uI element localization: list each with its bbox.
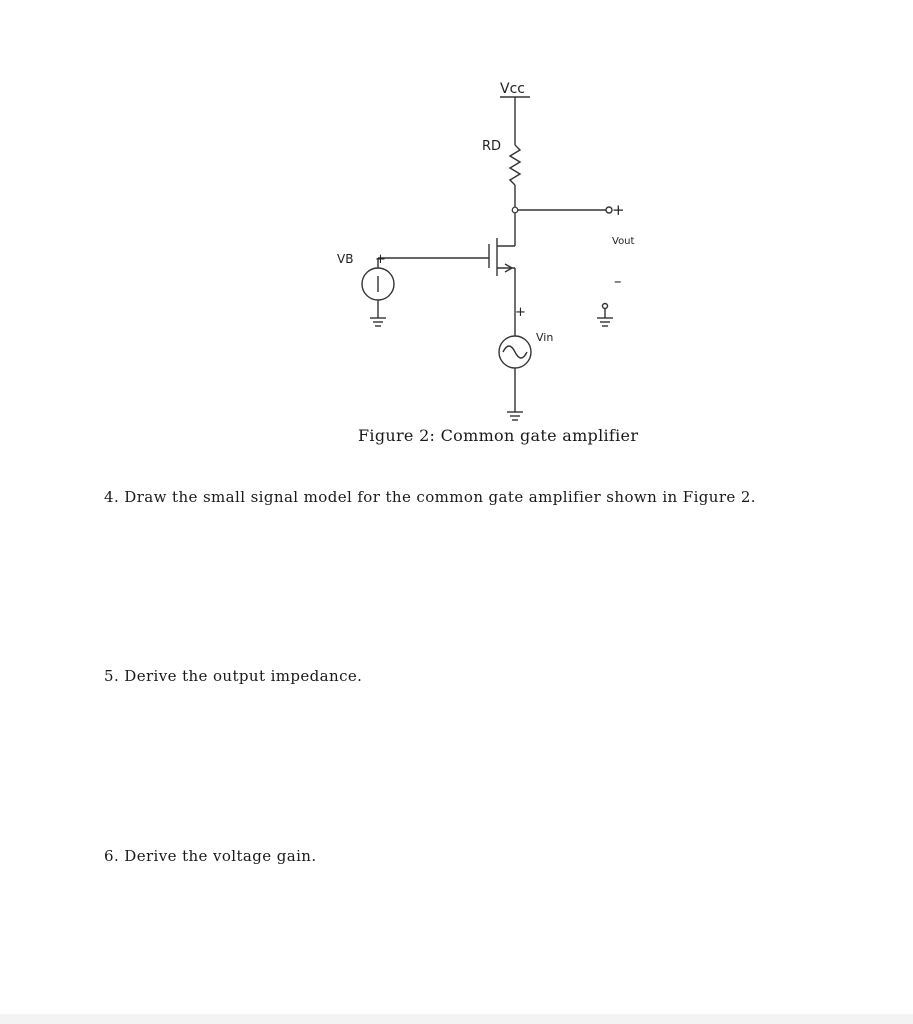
vin-label: Vin	[536, 331, 554, 344]
rd-label: RD	[482, 139, 502, 154]
vout-plus-label: +	[612, 201, 625, 219]
question-6: 6. Derive the voltage gain.	[104, 847, 317, 865]
drain-node	[512, 207, 518, 213]
vout-ground-terminal	[603, 304, 608, 309]
vb-plus-label: +	[375, 252, 386, 267]
vb-label: VB	[337, 252, 354, 266]
page-bottom-edge	[0, 1014, 913, 1024]
rd-resistor	[510, 145, 520, 185]
vout-label: Vout	[612, 236, 635, 247]
vout-minus-label: –	[614, 272, 622, 290]
question-5: 5. Derive the output impedance.	[104, 667, 363, 685]
vin-plus-label: +	[515, 305, 526, 320]
vcc-label: Vcc	[500, 81, 525, 97]
circuit-diagram	[0, 0, 913, 470]
question-4: 4. Draw the small signal model for the common gate amplifier shown in Figure 2.	[104, 488, 756, 506]
figure-caption: Figure 2: Common gate amplifier	[358, 426, 639, 445]
vin-sine	[503, 346, 527, 358]
